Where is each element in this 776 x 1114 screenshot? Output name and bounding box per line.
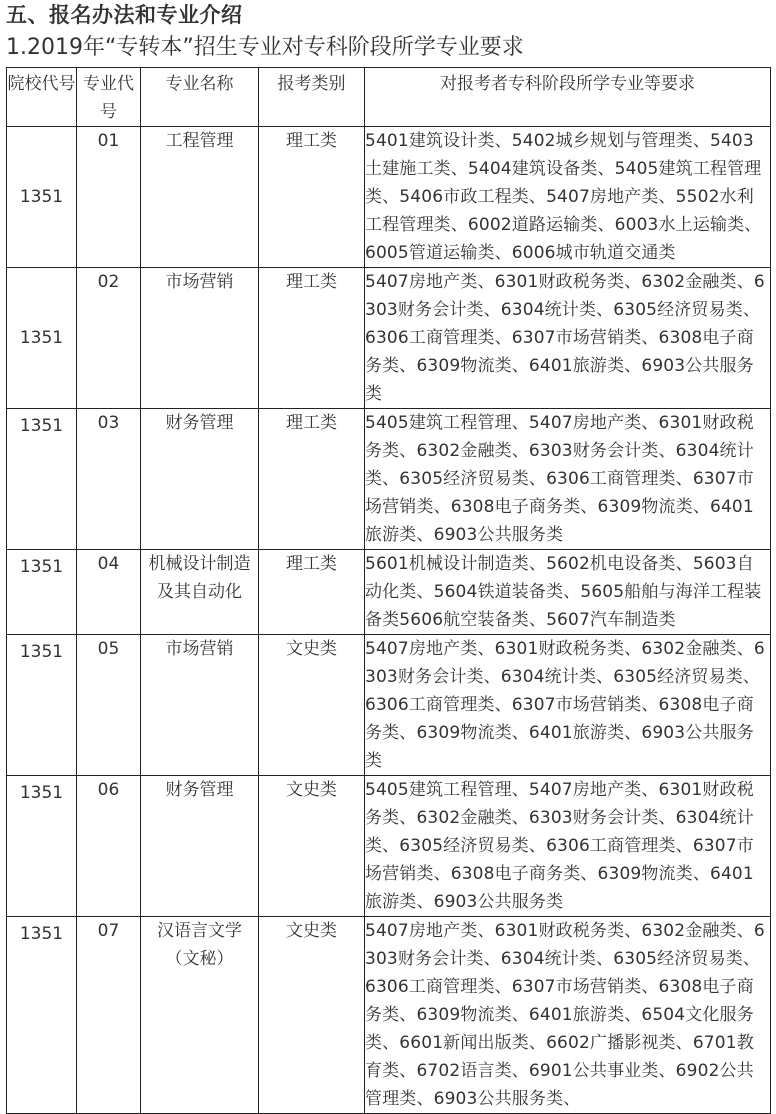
cell-school-code: 1351 [7, 127, 77, 268]
cell-major-name: 汉语言文学（文秘） [141, 917, 259, 1114]
cell-exam-category: 理工类 [259, 550, 365, 635]
header-school-code: 院校代号 [7, 68, 77, 127]
cell-major-name: 财务管理 [141, 776, 259, 917]
sub-title: 1.2019年“专转本”招生专业对专科阶段所学专业要求 [6, 35, 524, 60]
cell-major-code: 01 [77, 127, 141, 268]
cell-major-name: 市场营销 [141, 635, 259, 776]
cell-requirements: 5405建筑工程管理、5407房地产类、6301财政税务类、6302金融类、6303财务会计类、6304统计类、6305经济贸易类、6306工商管理类、6307市场营销类、6308电子商务类、6309物流类、6401旅游类、6903公共服务类 [365, 776, 771, 917]
cell-requirements: 5407房地产类、6301财政税务类、6302金融类、6303财务会计类、6304统计类、6305经济贸易类、6306工商管理类、6307市场营销类、6308电子商务类、6309物流类、6401旅游类、6903公共服务类 [365, 268, 771, 409]
cell-major-code: 05 [77, 635, 141, 776]
cell-requirements: 5401建筑设计类、5402城乡规划与管理类、5403土建施工类、5404建筑设备类、5405建筑工程管理类、5406市政工程类、5407房地产类、5502水利工程管理类、6002道路运输类、6003水上运输类、6005管道运输类、6006城市轨道交通类 [365, 127, 771, 268]
header-major-name: 专业名称 [141, 68, 259, 127]
table-row [7, 268, 771, 409]
cell-school-code: 1351 [7, 550, 77, 635]
table-row [7, 917, 771, 1114]
cell-major-code: 04 [77, 550, 141, 635]
cell-exam-category: 理工类 [259, 268, 365, 409]
cell-requirements: 5407房地产类、6301财政税务类、6302金融类、6303财务会计类、6304统计类、6305经济贸易类、6306工商管理类、6307市场营销类、6308电子商务类、6309物流类、6401旅游类、6903公共服务类 [365, 635, 771, 776]
cell-school-code: 1351 [7, 917, 77, 1114]
table-row [7, 550, 771, 635]
header-exam-category: 报考类别 [259, 68, 365, 127]
cell-requirements: 5407房地产类、6301财政税务类、6302金融类、6303财务会计类、6304统计类、6305经济贸易类、6306工商管理类、6307市场营销类、6308电子商务类、6309物流类、6401旅游类、6504文化服务类、6601新闻出版类、6602广播影视类、6701教育类、6702语言类、6901公共事业类、6902公共管理类、6903公共服务类、 [365, 917, 771, 1114]
cell-exam-category: 文史类 [259, 776, 365, 917]
table-row [7, 635, 771, 776]
cell-major-code: 06 [77, 776, 141, 917]
cell-requirements: 5405建筑工程管理、5407房地产类、6301财政税务类、6302金融类、6303财务会计类、6304统计类、6305经济贸易类、6306工商管理类、6307市场营销类、6308电子商务类、6309物流类、6401旅游类、6903公共服务类 [365, 409, 771, 550]
cell-major-name: 机械设计制造及其自动化 [141, 550, 259, 635]
cell-school-code: 1351 [7, 635, 77, 776]
cell-exam-category: 理工类 [259, 409, 365, 550]
cell-exam-category: 理工类 [259, 127, 365, 268]
table-row [7, 776, 771, 917]
cell-major-name: 市场营销 [141, 268, 259, 409]
cell-major-code: 02 [77, 268, 141, 409]
cell-school-code: 1351 [7, 776, 77, 917]
cell-major-name: 财务管理 [141, 409, 259, 550]
cell-major-name: 工程管理 [141, 127, 259, 268]
header-requirements: 对报考者专科阶段所学专业等要求 [365, 68, 771, 127]
cell-school-code: 1351 [7, 409, 77, 550]
cell-school-code: 1351 [7, 268, 77, 409]
cell-requirements: 5601机械设计制造类、5602机电设备类、5603自动化类、5604铁道装备类、5605船舶与海洋工程装备类5606航空装备类、5607汽车制造类 [365, 550, 771, 635]
table-row [7, 409, 771, 550]
header-major-code: 专业代号 [77, 68, 141, 127]
cell-major-code: 07 [77, 917, 141, 1114]
table-header-row [7, 68, 771, 127]
cell-exam-category: 文史类 [259, 917, 365, 1114]
cell-exam-category: 文史类 [259, 635, 365, 776]
section-title: 五、报名办法和专业介绍 [6, 3, 243, 27]
cell-major-code: 03 [77, 409, 141, 550]
major-requirements-table [6, 67, 771, 1114]
table-row [7, 127, 771, 268]
